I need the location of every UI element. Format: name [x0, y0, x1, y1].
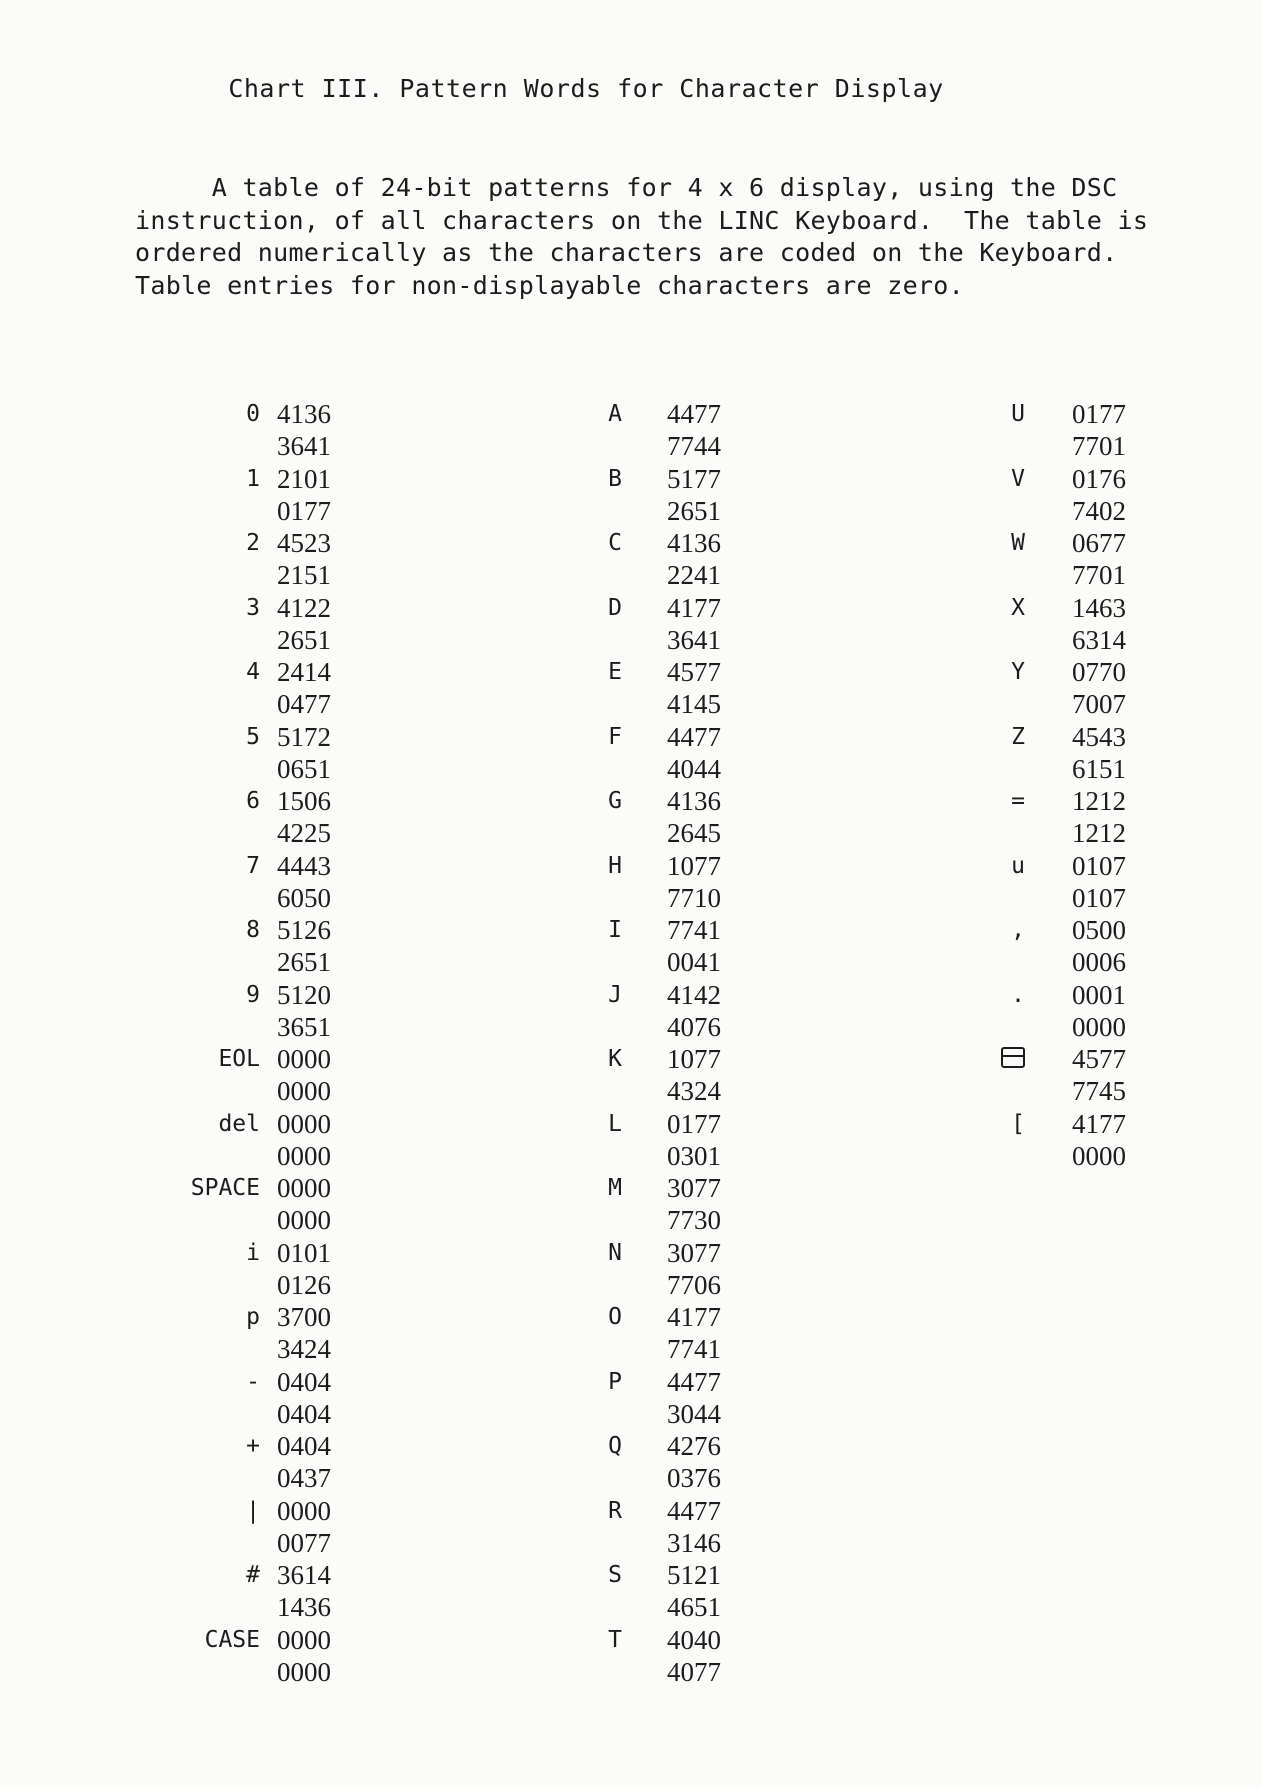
pattern-word: 7741	[667, 915, 721, 945]
pattern-word: 1212	[1072, 818, 1126, 849]
character-label: .	[1011, 981, 1025, 1008]
pattern-words	[667, 1108, 721, 1172]
pattern-word: 7730	[667, 1205, 721, 1236]
character-label: EOL	[218, 1046, 260, 1072]
pattern-word: 4122	[277, 592, 331, 623]
character-label: i	[246, 1239, 260, 1266]
pattern-word: 0651	[277, 753, 331, 784]
pattern-word: 7706	[667, 1269, 721, 1300]
pattern-word: 5177	[667, 463, 721, 494]
character-label: C	[608, 530, 622, 556]
pattern-word: 0404	[277, 1366, 331, 1397]
pattern-word: 7741	[667, 1334, 721, 1365]
pattern-word: 3424	[277, 1334, 331, 1365]
character-label: E	[608, 659, 622, 685]
pattern-words	[277, 1108, 331, 1172]
pattern-words	[277, 1043, 331, 1107]
character-label: -	[246, 1368, 260, 1395]
character-label: p	[246, 1304, 260, 1330]
pattern-word: 2414	[277, 657, 331, 687]
pattern-words	[667, 1366, 721, 1430]
pattern-word: 4443	[277, 850, 331, 881]
pattern-word: 0006	[1072, 947, 1126, 978]
pattern-word: 0177	[667, 1108, 721, 1139]
pattern-word: 0301	[667, 1140, 721, 1171]
character-label: R	[608, 1497, 622, 1524]
character-label: 1	[246, 465, 260, 492]
character-label: 9	[246, 981, 260, 1008]
pattern-word: 4136	[667, 528, 721, 558]
pattern-word: 4077	[667, 1656, 721, 1687]
intro-paragraph	[135, 172, 1210, 302]
character-label: D	[608, 594, 622, 621]
pattern-words	[667, 463, 721, 527]
pattern-word: 4477	[667, 1495, 721, 1526]
pattern-word: 0000	[277, 1076, 331, 1107]
pattern-word: 0000	[277, 1656, 331, 1687]
character-label: V	[1011, 465, 1025, 492]
pattern-word: 4142	[667, 979, 721, 1010]
character-label: Z	[1011, 723, 1025, 750]
pattern-words	[277, 398, 331, 462]
pattern-word: 2651	[277, 624, 331, 655]
character-label: SPACE	[190, 1175, 260, 1201]
pattern-words	[667, 592, 721, 656]
pattern-word: 7745	[1072, 1076, 1126, 1107]
pattern-word: 2651	[667, 495, 721, 526]
pattern-word: 1436	[277, 1592, 331, 1623]
pattern-word: 2151	[277, 560, 331, 591]
character-label: B	[608, 465, 622, 492]
pattern-word: 0000	[277, 1044, 331, 1074]
character-label: G	[608, 788, 622, 814]
pattern-word: 2241	[667, 560, 721, 591]
character-label: #	[246, 1562, 260, 1588]
character-label: 5	[246, 723, 260, 750]
pattern-word: 2651	[277, 947, 331, 978]
pattern-word: 4177	[1072, 1108, 1126, 1139]
pattern-word: 0404	[277, 1431, 331, 1461]
character-label: A	[608, 401, 622, 427]
character-label: +	[246, 1433, 260, 1459]
character-label: del	[218, 1110, 260, 1137]
character-label: =	[1011, 788, 1025, 814]
pattern-word: 4076	[667, 1011, 721, 1042]
pattern-word: 4543	[1072, 721, 1126, 752]
pattern-words	[667, 1301, 721, 1365]
pattern-word: 1077	[667, 1044, 721, 1074]
pattern-words	[1072, 1108, 1126, 1172]
pattern-words	[667, 1172, 721, 1236]
pattern-word: 0500	[1072, 915, 1126, 945]
pattern-words	[277, 1237, 331, 1301]
pattern-words	[1072, 785, 1126, 849]
pattern-word: 0677	[1072, 528, 1126, 558]
pattern-word: 4523	[277, 528, 331, 558]
character-label: 0	[246, 401, 260, 427]
pattern-words	[277, 1495, 331, 1559]
character-label: ,	[1011, 917, 1025, 943]
pattern-word: 7701	[1072, 560, 1126, 591]
pattern-word: 1506	[277, 786, 331, 816]
pattern-word: 4044	[667, 753, 721, 784]
character-label: F	[608, 723, 622, 750]
pattern-word: 3700	[277, 1302, 331, 1332]
character-label: P	[608, 1368, 622, 1395]
pattern-word: 0000	[277, 1173, 331, 1203]
pattern-word: 4136	[667, 786, 721, 816]
pattern-words	[667, 1495, 721, 1559]
pattern-word: 6314	[1072, 624, 1126, 655]
pattern-words	[667, 527, 721, 591]
character-label: W	[1011, 530, 1025, 556]
pattern-word: 0077	[277, 1527, 331, 1558]
pattern-word: 0101	[277, 1237, 331, 1268]
pattern-word: 4477	[667, 399, 721, 429]
pattern-word: 0000	[1072, 1140, 1126, 1171]
pattern-word: 1212	[1072, 786, 1126, 816]
pattern-words	[1072, 527, 1126, 591]
pattern-word: 4651	[667, 1592, 721, 1623]
pattern-words	[277, 1172, 331, 1236]
character-label: L	[608, 1110, 622, 1137]
pattern-words	[277, 527, 331, 591]
character-label: J	[608, 981, 622, 1008]
character-label: CASE	[204, 1626, 260, 1653]
pattern-words	[277, 1559, 331, 1623]
pattern-word: 4177	[667, 1302, 721, 1332]
pattern-word: 0177	[277, 495, 331, 526]
pattern-word: 4177	[667, 592, 721, 623]
character-label: I	[608, 917, 622, 943]
pattern-word: 0000	[277, 1140, 331, 1171]
pattern-word: 3077	[667, 1237, 721, 1268]
pattern-word: 0107	[1072, 850, 1126, 881]
pattern-word: 0000	[277, 1495, 331, 1526]
pattern-word: 6151	[1072, 753, 1126, 784]
character-label: U	[1011, 401, 1025, 427]
pattern-words	[277, 1366, 331, 1430]
pattern-word: 0000	[1072, 1011, 1126, 1042]
character-label: |	[246, 1497, 260, 1524]
pattern-words	[667, 785, 721, 849]
character-label: O	[608, 1304, 622, 1330]
pattern-word: 0001	[1072, 979, 1126, 1010]
pattern-word: 3641	[667, 624, 721, 655]
pattern-word: 7710	[667, 882, 721, 913]
page-title: Chart III. Pattern Words for Character Display	[228, 74, 944, 103]
pattern-word: 4040	[667, 1624, 721, 1655]
pattern-word: 0107	[1072, 882, 1126, 913]
pattern-words	[667, 1237, 721, 1301]
pattern-word: 3641	[277, 431, 331, 462]
pattern-word: 6050	[277, 882, 331, 913]
pattern-word: 1077	[667, 850, 721, 881]
pattern-word: 1463	[1072, 592, 1126, 623]
pattern-word: 5120	[277, 979, 331, 1010]
pattern-words	[277, 914, 331, 978]
pattern-word: 4324	[667, 1076, 721, 1107]
intro-line: instruction, of all characters on the LINC Keyboard. The table is	[135, 205, 1149, 235]
pattern-word: 0404	[277, 1398, 331, 1429]
pattern-word: 0126	[277, 1269, 331, 1300]
character-label: 8	[246, 917, 260, 943]
pattern-words	[667, 850, 721, 914]
pattern-words	[277, 463, 331, 527]
pattern-word: 0376	[667, 1463, 721, 1494]
pattern-words	[277, 1430, 331, 1494]
pattern-word: 4145	[667, 689, 721, 720]
pattern-words	[1072, 721, 1126, 785]
pattern-word: 0041	[667, 947, 721, 978]
intro-line: A table of 24-bit patterns for 4 x 6 display, using the DSC	[135, 173, 1118, 202]
pattern-word: 0000	[277, 1624, 331, 1655]
pattern-word: 4577	[1072, 1044, 1126, 1074]
character-label: 6	[246, 788, 260, 814]
pattern-word: 3146	[667, 1527, 721, 1558]
pattern-word: 7744	[667, 431, 721, 462]
character-label: 2	[246, 530, 260, 556]
pattern-words	[1072, 463, 1126, 527]
pattern-words	[667, 1043, 721, 1107]
pattern-word: 3044	[667, 1398, 721, 1429]
intro-line: Table entries for non-displayable characters are zero.	[135, 270, 964, 300]
pattern-word: 5172	[277, 721, 331, 752]
pattern-word: 4477	[667, 1366, 721, 1397]
pattern-words	[277, 1624, 331, 1688]
character-label: [	[1011, 1110, 1025, 1137]
pattern-words	[1072, 592, 1126, 656]
pattern-word: 4577	[667, 657, 721, 687]
pattern-word: 4136	[277, 399, 331, 429]
pattern-words	[1072, 398, 1126, 462]
pattern-words	[667, 1624, 721, 1688]
intro-line: ordered numerically as the characters are coded on the Keyboard.	[135, 238, 1118, 267]
character-label: N	[608, 1239, 622, 1266]
pattern-words	[667, 1430, 721, 1494]
pattern-word: 2645	[667, 818, 721, 849]
pattern-words	[667, 979, 721, 1043]
pattern-words	[1072, 850, 1126, 914]
pattern-words	[277, 1301, 331, 1365]
pattern-word: 0177	[1072, 399, 1126, 429]
character-label: u	[1011, 852, 1025, 879]
character-label: 4	[246, 659, 260, 685]
pattern-word: 3651	[277, 1011, 331, 1042]
character-label: X	[1011, 594, 1025, 621]
pattern-words	[1072, 979, 1126, 1043]
pattern-word: 0477	[277, 689, 331, 720]
character-label: 7	[246, 852, 260, 879]
character-label: S	[608, 1562, 622, 1588]
pattern-word: 0770	[1072, 657, 1126, 687]
pattern-word: 7402	[1072, 495, 1126, 526]
character-label	[965, 1043, 1025, 1075]
pattern-word: 0176	[1072, 463, 1126, 494]
pattern-words	[667, 1559, 721, 1623]
pattern-word: 2101	[277, 463, 331, 494]
pattern-words	[1072, 1043, 1126, 1107]
pattern-words	[277, 721, 331, 785]
pattern-words	[277, 656, 331, 720]
character-label: Y	[1011, 659, 1025, 685]
pattern-words	[667, 656, 721, 720]
character-label: Q	[608, 1433, 622, 1459]
character-label: K	[608, 1046, 622, 1072]
pattern-word: 4225	[277, 818, 331, 849]
pattern-word: 7701	[1072, 431, 1126, 462]
pattern-word: 5121	[667, 1560, 721, 1590]
pattern-words	[1072, 914, 1126, 978]
character-label: H	[608, 852, 622, 879]
pattern-words	[277, 979, 331, 1043]
character-label: M	[608, 1175, 622, 1201]
pattern-word: 0000	[277, 1205, 331, 1236]
pattern-words	[667, 721, 721, 785]
pattern-words	[667, 914, 721, 978]
pattern-word: 3614	[277, 1560, 331, 1590]
pattern-words	[277, 850, 331, 914]
character-label: 3	[246, 594, 260, 621]
character-label: T	[608, 1626, 622, 1653]
pattern-word: 5126	[277, 915, 331, 945]
pattern-words	[277, 592, 331, 656]
pattern-word: 0000	[277, 1108, 331, 1139]
pattern-word: 4276	[667, 1431, 721, 1461]
pattern-words	[277, 785, 331, 849]
pattern-words	[667, 398, 721, 462]
pattern-word: 0437	[277, 1463, 331, 1494]
pattern-word: 3077	[667, 1173, 721, 1203]
pattern-words	[1072, 656, 1126, 720]
pattern-word: 4477	[667, 721, 721, 752]
pattern-word: 7007	[1072, 689, 1126, 720]
boxed-minus-icon	[1001, 1047, 1025, 1068]
